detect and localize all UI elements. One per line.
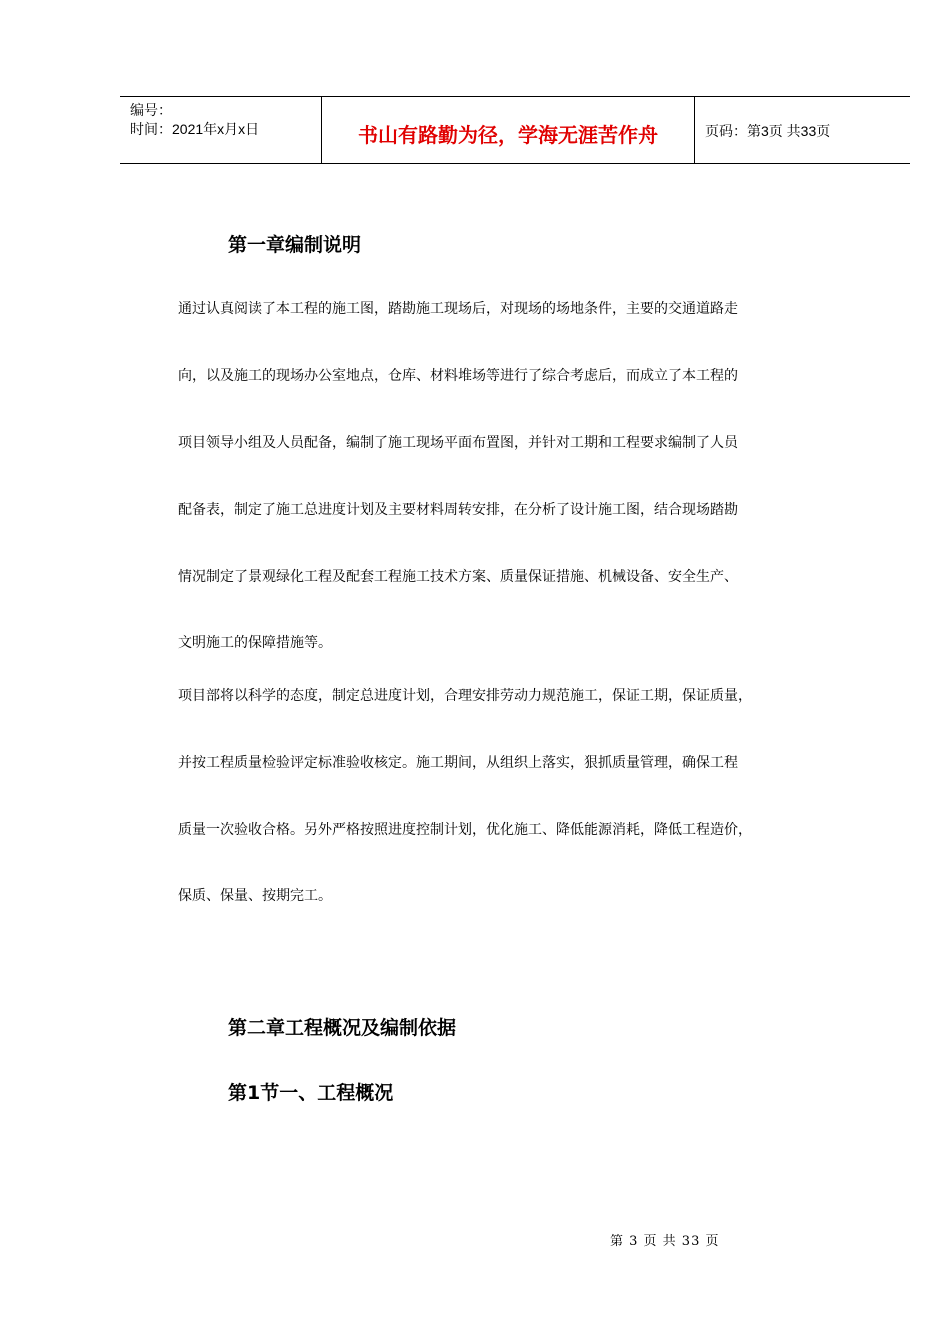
paragraph-line: 配备表，制定了施工总进度计划及主要材料周转安排，在分析了设计施工图，结合现场踏勘	[178, 502, 738, 518]
paragraph-line: 情况制定了景观绿化工程及配套工程施工技术方案、质量保证措施、机械设备、安全生产、	[178, 569, 738, 585]
paragraph-line: 项目领导小组及人员配备，编制了施工现场平面布置图，并针对工期和工程要求编制了人员	[178, 435, 738, 451]
header-motto: 书山有路勤为径，学海无涯苦作舟	[321, 97, 695, 163]
paragraph-line: 文明施工的保障措施等。	[178, 635, 332, 651]
paragraph-line: 向，以及施工的现场办公室地点，仓库、材料堆场等进行了综合考虑后，而成立了本工程的	[178, 368, 738, 384]
paragraph-line: 通过认真阅读了本工程的施工图，踏勘施工现场后，对现场的场地条件，主要的交通道路走	[178, 301, 738, 317]
document-number-label: 编号：	[130, 102, 172, 118]
document-time-label: 时间：2021年x月x日	[130, 121, 260, 137]
chapter-2-title: 第二章工程概况及编制依据	[228, 1017, 457, 1039]
chapter-1-title: 第一章编制说明	[228, 234, 362, 256]
page-header	[120, 96, 910, 164]
page-footer: 第 3 页 共 33 页	[610, 1234, 720, 1249]
paragraph-line: 保质、保量、按期完工。	[178, 888, 332, 904]
paragraph-line: 项目部将以科学的态度，制定总进度计划，合理安排劳动力规范施工，保证工期，保证质量，	[178, 688, 752, 704]
paragraph-line: 质量一次验收合格。另外严格按照进度控制计划，优化施工、降低能源消耗，降低工程造价，	[178, 822, 752, 838]
paragraph-line: 并按工程质量检验评定标准验收核定。施工期间，从组织上落实，狠抓质量管理，确保工程	[178, 755, 738, 771]
section-1-title: 第1节一、工程概况	[228, 1082, 394, 1104]
header-meta	[120, 97, 321, 163]
header-page-number: 页码：第3页 共33页	[705, 123, 831, 139]
